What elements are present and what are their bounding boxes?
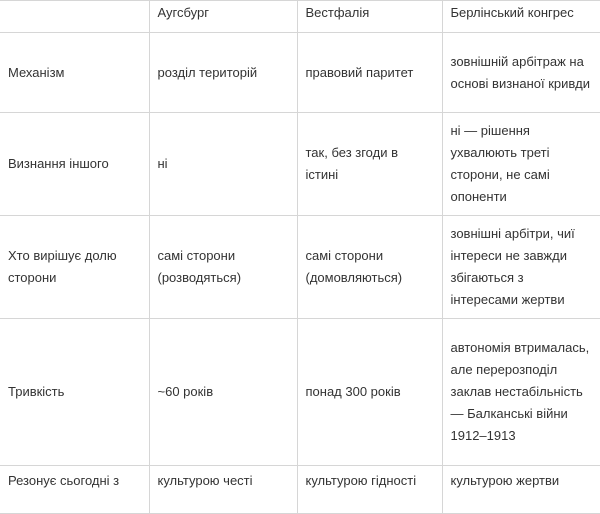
row-label-recognition: Визнання іншого (0, 113, 149, 216)
table-cell: культурою жертви (442, 466, 600, 514)
header-cell-westphalia: Вестфалія (297, 1, 442, 33)
table-cell: ні (149, 113, 297, 216)
table-row (0, 113, 600, 216)
table-cell: самі сторони (розводяться) (149, 216, 297, 319)
table-cell: так, без згоди в істині (297, 113, 442, 216)
table-cell: ~60 років (149, 319, 297, 466)
table-cell: самі сторони (домовляються) (297, 216, 442, 319)
table-cell: зовнішній арбітраж на основі визнаної кривди (442, 33, 600, 113)
table-header-row (0, 1, 600, 33)
table-cell: автономія втрималась, але перерозподіл заклав нестабільність — Балканські війни 1912–1913 (442, 319, 600, 466)
row-label-mechanism: Механізм (0, 33, 149, 113)
table-row (0, 216, 600, 319)
table-cell: правовий паритет (297, 33, 442, 113)
header-cell-augsburg: Аугсбург (149, 1, 297, 33)
header-cell-berlin-congress: Берлінський конгрес (442, 1, 600, 33)
table-row (0, 466, 600, 514)
row-label-resonates-today: Резонує сьогодні з (0, 466, 149, 514)
row-label-durability: Тривкість (0, 319, 149, 466)
table-cell: культурою честі (149, 466, 297, 514)
table-cell: культурою гідності (297, 466, 442, 514)
table-cell: понад 300 років (297, 319, 442, 466)
table-cell: розділ територій (149, 33, 297, 113)
table-row (0, 33, 600, 113)
row-label-who-decides: Хто вирішує долю сторони (0, 216, 149, 319)
header-cell-empty (0, 1, 149, 33)
table-cell: ні — рішення ухвалюють треті сторони, не самі опоненти (442, 113, 600, 216)
table-cell: зовнішні арбітри, чиї інтереси не завжди збігаються з інтересами жертви (442, 216, 600, 319)
table-row (0, 319, 600, 466)
